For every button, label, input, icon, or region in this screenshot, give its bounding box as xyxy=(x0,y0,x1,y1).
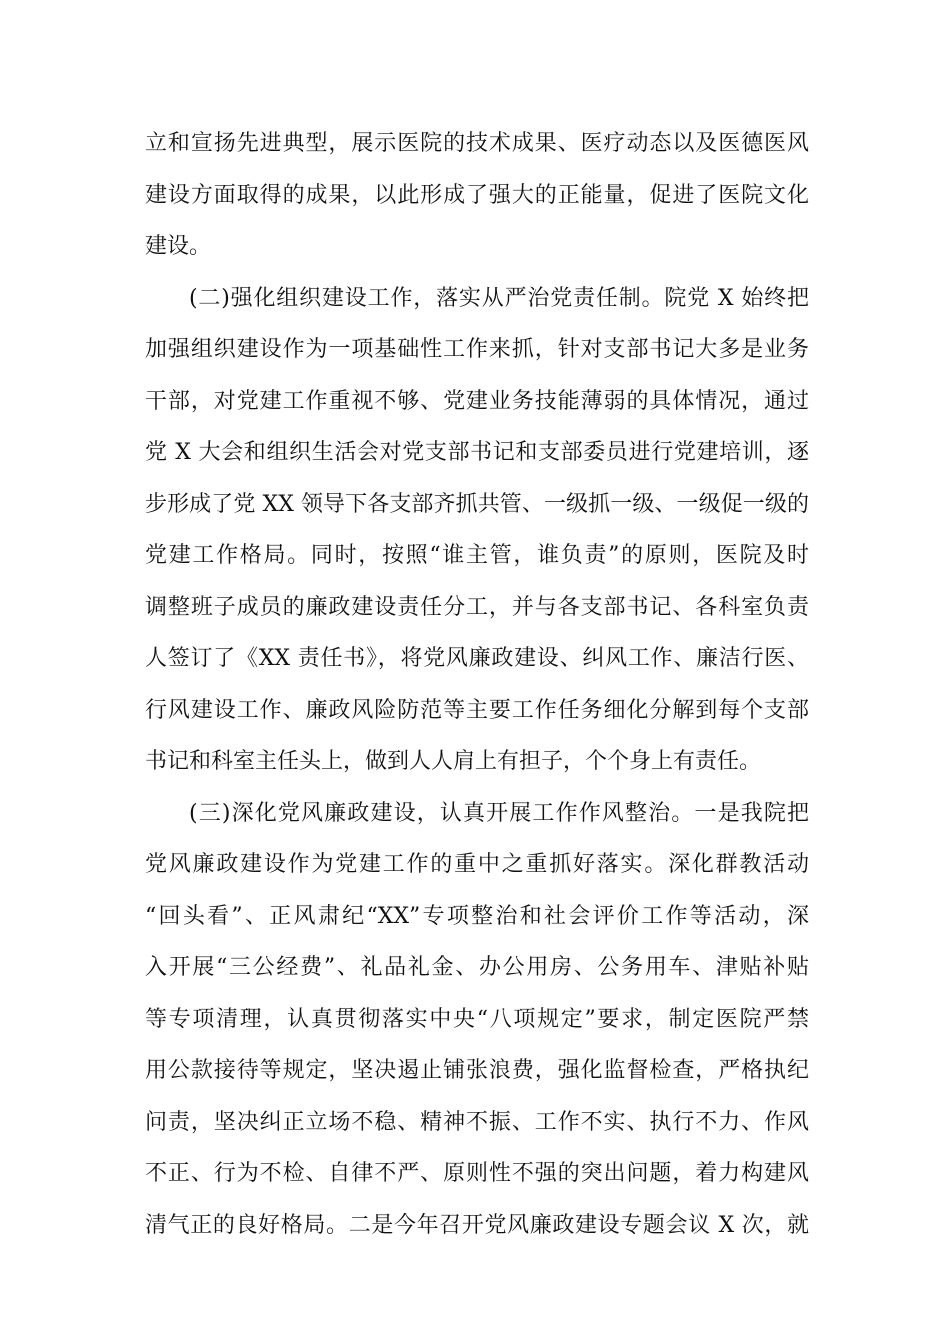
text-line: (三)深化党风廉政建设，认真开展工作作风整治。一是我院把 xyxy=(189,800,809,826)
text-line: 行风建设工作、廉政风险防范等主要工作任务细化分解到每个支部 xyxy=(145,697,809,723)
text-line: (二)强化组织建设工作，落实从严治党责任制。院党 X 始终把 xyxy=(189,285,809,311)
text-line: 入开展“三公经费”、礼品礼金、办公用房、公务用车、津贴补贴 xyxy=(145,955,809,980)
text-line: 不正、行为不检、自律不严、原则性不强的突出问题，着力构建风 xyxy=(145,1161,809,1186)
text-line: 清气正的良好格局。二是今年召开党风廉政建设专题会议 X 次，就 xyxy=(145,1212,809,1238)
paragraph xyxy=(145,118,809,273)
text-line: 党建工作格局。同时，按照“谁主管，谁负责”的原则，医院及时 xyxy=(145,543,809,568)
text-line: 问责，坚决纠正立场不稳、精神不振、工作不实、执行不力、作风 xyxy=(145,1109,809,1135)
document-body xyxy=(145,118,809,1251)
text-line: 党 X 大会和组织生活会对党支部书记和支部委员进行党建培训，逐 xyxy=(145,440,809,465)
text-line: 加强组织建设作为一项基础性工作来抓，针对支部书记大多是业务 xyxy=(145,337,809,362)
text-line: 立和宣扬先进典型，展示医院的技术成果、医疗动态以及医德医风 xyxy=(145,131,809,156)
paragraph xyxy=(145,788,809,1252)
text-line: 书记和科室主任头上，做到人人肩上有担子，个个身上有责任。 xyxy=(145,749,762,774)
text-line: “回头看”、正风肃纪“XX”专项整治和社会评价工作等活动，深 xyxy=(145,903,809,929)
text-line: 调整班子成员的廉政建设责任分工，并与各支部书记、各科室负责 xyxy=(145,594,809,620)
text-line: 人签订了《XX 责任书》，将党风廉政建设、纠风工作、廉洁行医、 xyxy=(145,646,809,671)
text-line: 步形成了党 XX 领导下各支部齐抓共管、一级抓一级、一级促一级的 xyxy=(145,491,809,517)
text-line: 建设方面取得的成果，以此形成了强大的正能量，促进了医院文化 xyxy=(145,182,809,208)
text-line: 干部，对党建工作重视不够、党建业务技能薄弱的具体情况，通过 xyxy=(145,388,809,414)
text-line: 用公款接待等规定，坚决遏止铺张浪费，强化监督检查，严格执纪 xyxy=(145,1058,809,1083)
text-line: 党风廉政建设作为党建工作的重中之重抓好落实。深化群教活动 xyxy=(145,852,809,877)
paragraph xyxy=(145,273,809,788)
text-line: 等专项清理，认真贯彻落实中央“八项规定”要求，制定医院严禁 xyxy=(145,1006,809,1032)
text-line: 建设。 xyxy=(145,234,212,259)
